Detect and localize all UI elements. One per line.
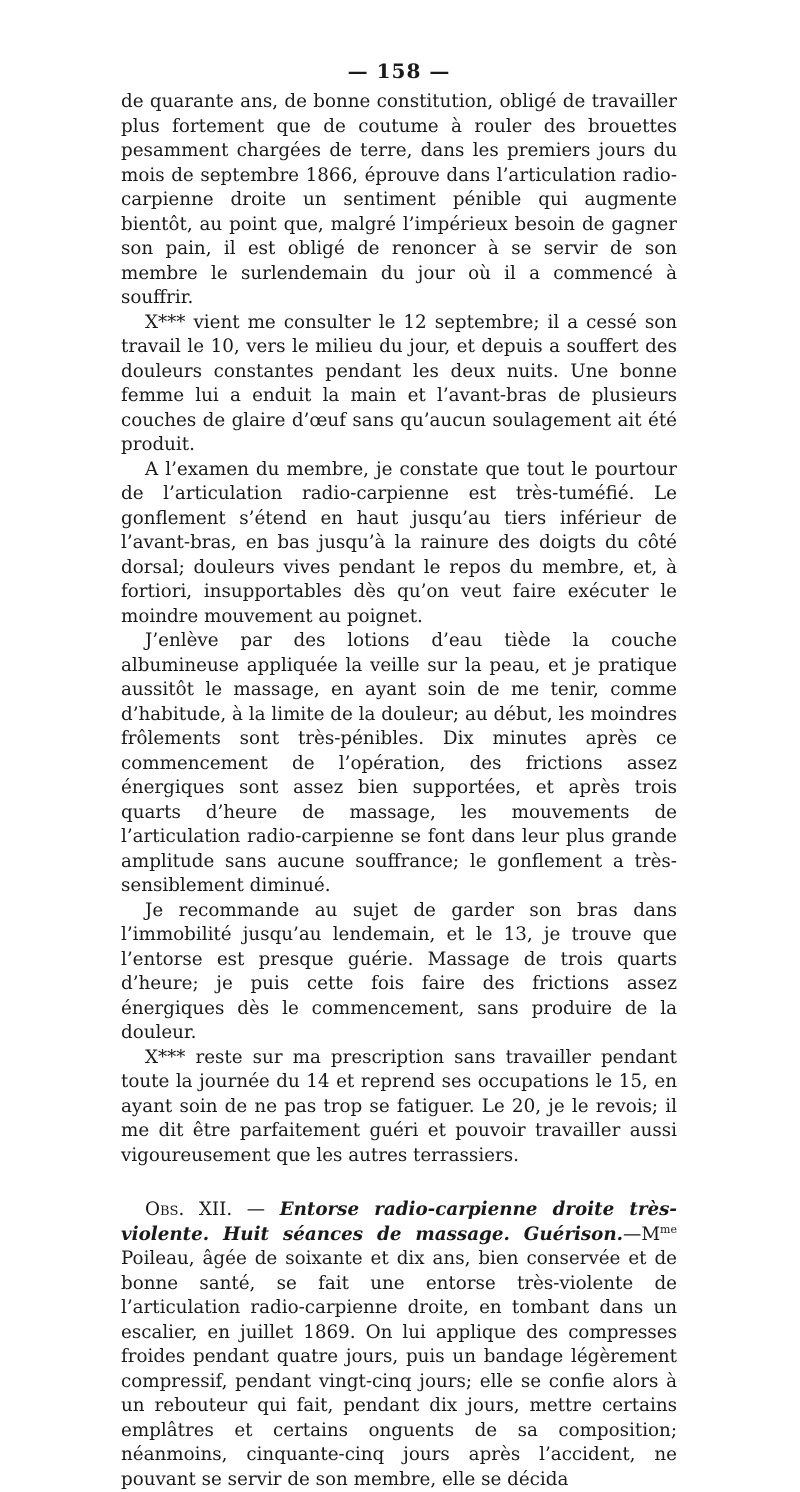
observation-label: Obs. XII. [145,1199,233,1220]
paragraph-continued: de quarante ans, de bonne constitution, obligé de travailler plus fortement que de coutume à rouler des brouettes pesamment chargées de terre, dans les premiers jours du mois de septembre 1866, éprouve dans l’articulation radio-carpienne droite un sentiment pénible qui augmente bientôt, au point que, malgré l’impérieux besoin de gagner son pain, il est obligé de renoncer à se servir de son membre le surlendemain du jour où il a commencé à souffrir. [121,91,677,308]
paragraph-massage: J’enlève par des lotions d’eau tiède la couche albumineuse appliquée la veille sur la peau, et je pratique aussitôt le massage, en ayant soin de me tenir, comme d’habitude, à la limite de la douleur; au début, les moindres frôlements sont très-pénibles. Dix minutes après ce commencement de l’opération, des frictions assez énergiques sont assez bien supportées, et après trois quarts d’heure de massage, les mouvements de l’articulation radio-carpienne se font dans leur plus grande amplitude sans aucune souffrance; le gonflement a très-sensiblement diminué. [121,630,677,896]
section-spacer [121,1168,677,1198]
observation-superscript: me [660,1222,677,1236]
observation-title: Entorse radio-carpienne droite très-violente. Huit séances de massage. Guérison. [121,1199,678,1245]
observation-title-rest: —M [623,1223,661,1245]
observation-body: Poileau, âgée de soixante et dix ans, bien conservée et de bonne santé, se fait une entorse très-violente de l’articulation radio-carpienne droite, en tombant dans un escalier, en juillet 1869. On lui applique des compresses froides pendant quatre jours, puis un bandage légèrement compressif, pendant vingt-cinq jours; elle se confie alors à un rebouteur qui fait, pendant dix jours, mettre certains emplâtres et certains onguents de sa composition; néanmoins, cinquante-cinq jours après l’accident, ne pouvant se servir de son membre, elle se décida [121,1248,677,1490]
observation-paragraph [121,1198,677,1492]
book-page [121,56,677,1492]
paragraph-recommendation: Je recommande au sujet de garder son bras dans l’immobilité jusqu’au lendemain, et le 13, je trouve que l’entorse est presque guérie. Massage de trois quarts d’heure; je puis cette fois faire des frictions assez énergiques dès le commencement, sans produire de la douleur. [121,899,677,1043]
paragraph-consultation: X*** vient me consulter le 12 septembre; il a cessé son travail le 10, vers le milieu du jour, et depuis a souffert des douleurs constantes pendant les deux nuits. Une bonne femme lui a enduit la main et l’avant-bras de plusieurs couches de glaire d’œuf sans qu’aucun soulagement ait été produit. [121,311,677,455]
paragraph-recovery: X*** reste sur ma prescription sans travailler pendant toute la journée du 14 et reprend ses occupations le 15, en ayant soin de ne pas trop se fatiguer. Le 20, je le revois; il me dit être parfaitement guéri et pouvoir travailler aussi vigoureusement que les autres terrassiers. [121,1046,677,1166]
page-number: — 158 — [347,59,451,83]
paragraph-examination: A l’examen du membre, je constate que tout le pourtour de l’articulation radio-carpienne est très-tuméfié. Le gonflement s’étend en haut jusqu’au tiers inférieur de l’avant-bras, en bas jusqu’à la rainure des doigts du côté dorsal; douleurs vives pendant le repos du membre, et, à fortiori, insupportables dès qu’on veut faire exécuter le moindre mouvement au poignet. [121,458,677,627]
observation-dash: — [232,1199,280,1220]
